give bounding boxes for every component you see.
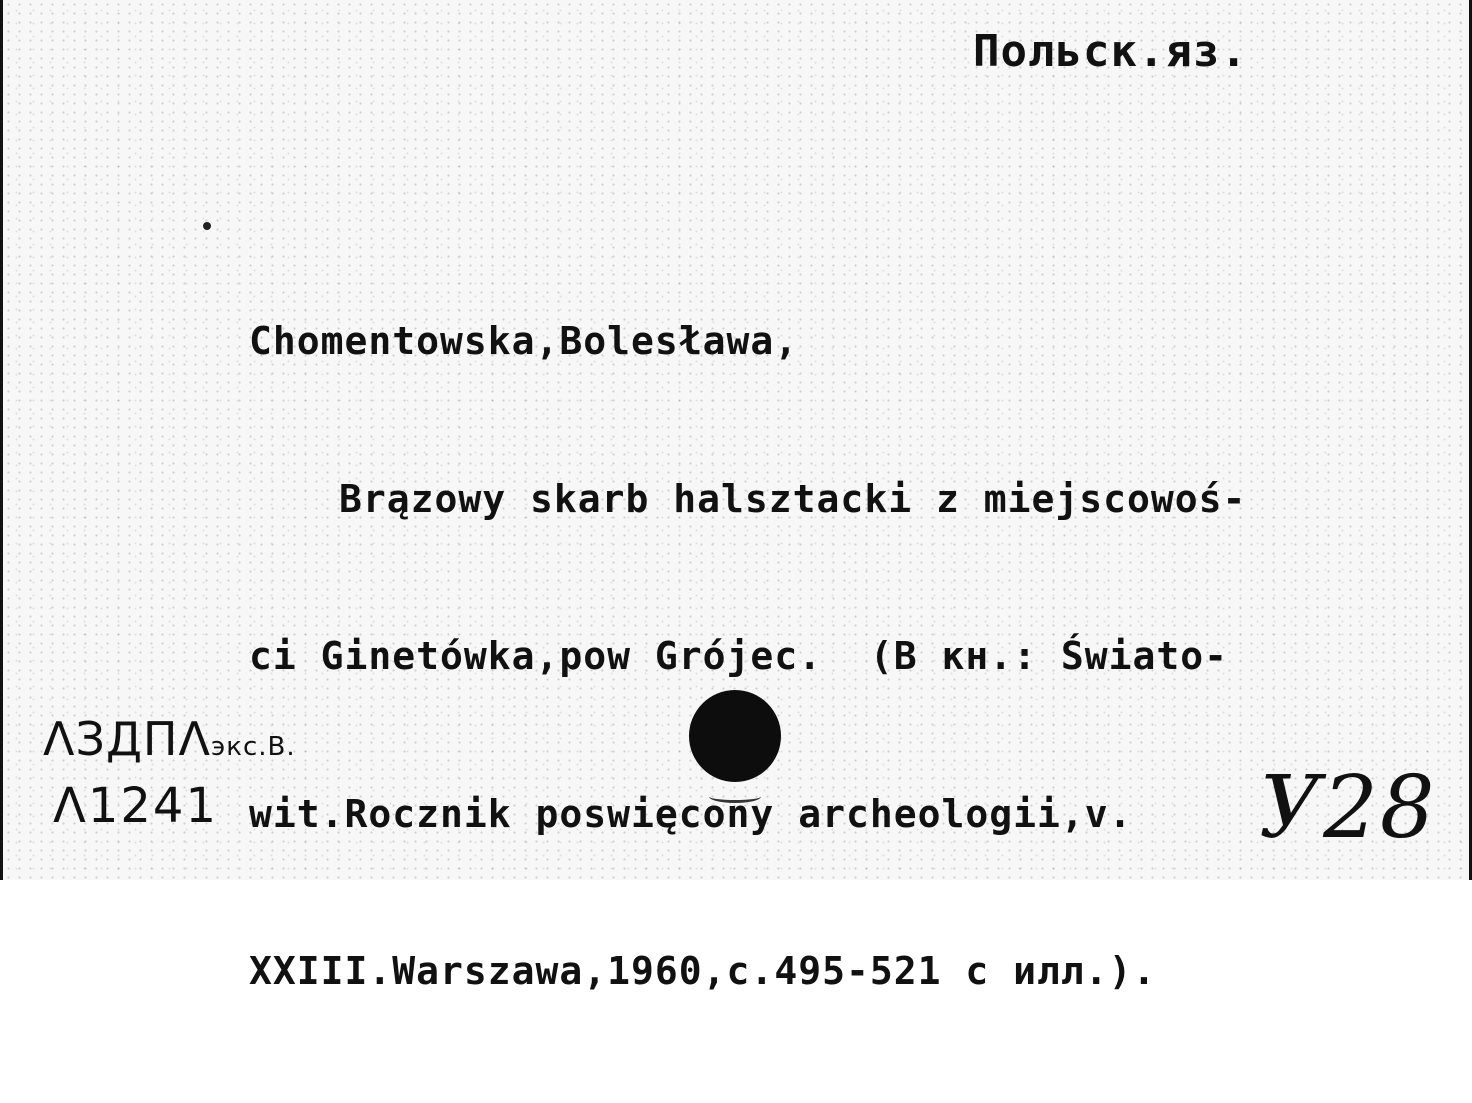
punch-hole [689,690,781,782]
punch-hole-shadow [709,790,761,803]
entry-line-source: wit.Rocznik poswięcony archeologii,v. [249,791,1133,836]
entry-line-title: Brązowy skarb halsztacki z miejscowoś- [339,476,1247,521]
entry-line-author: Chomentowska,Bolesława, [249,319,799,363]
handwritten-code-suffix: экс.В. [210,732,296,762]
entry-line-imprint: XXIII.Warszawa,1960,c.495-521 с илл.). [249,949,1157,993]
handwritten-code-main: ΛЗДПΛ [43,712,211,766]
entry-line-place: ci Ginetówka,pow Grójec. (В кн.: Świato- [249,634,1228,678]
shelf-mark: У28 [1259,758,1437,858]
bullet-dot [203,222,211,230]
subject-heading: Польск.яз. [973,26,1248,77]
bibliographic-entry [249,210,1246,1103]
handwritten-number: Λ1241 [53,778,218,834]
handwritten-code [43,712,296,766]
